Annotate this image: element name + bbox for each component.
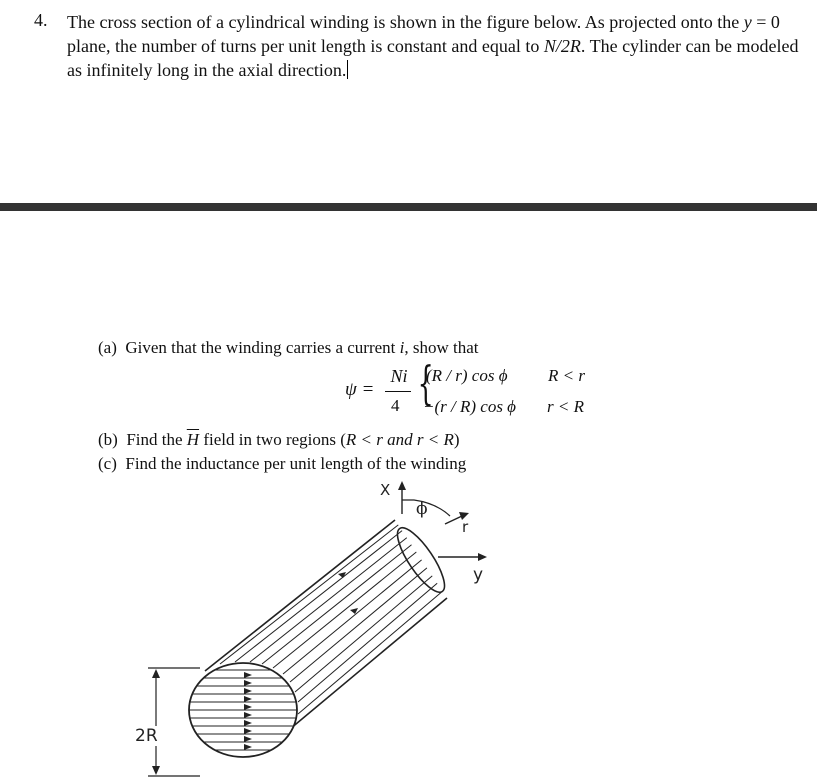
label-y: y: [473, 565, 484, 585]
case-2-expression: −(r / R) cos ϕ: [423, 397, 516, 416]
part-c-text: Find the inductance per unit length of the winding: [125, 454, 467, 473]
label-x: X: [380, 481, 391, 499]
var-n-over-2r: N/2R: [543, 36, 581, 56]
x-axis-arrowhead: [398, 481, 406, 490]
part-c: [98, 454, 466, 474]
cylinder-winding-figure: [135, 478, 510, 784]
case-1-expression: (R / r) cos ϕ: [426, 366, 508, 385]
r-axis: [445, 516, 462, 524]
equation-numerator: Ni: [390, 366, 408, 386]
part-b-label: (b): [98, 430, 118, 449]
part-c-label: (c): [98, 454, 117, 473]
case-1-condition: R < r: [548, 366, 585, 385]
part-b-condition: R < r and r < R: [345, 430, 454, 449]
equation-lhs: ψ =: [345, 379, 375, 400]
question-number: 4.: [34, 10, 48, 30]
label-phi: ϕ: [416, 499, 428, 519]
text-cursor: [347, 60, 348, 79]
part-a-text-end: , show that: [404, 338, 479, 357]
part-a: [98, 338, 479, 358]
question-text-part-1: The cross section of a cylindrical winding is shown in the figure below. As projected onto the: [67, 12, 744, 32]
var-y: y: [743, 12, 752, 32]
cases-brace: {: [417, 356, 434, 410]
y-axis-arrowhead: [478, 553, 487, 561]
question-text-part-2: = 0 plane, the number of turns per unit length is constant and equal to: [67, 12, 780, 56]
case-2-condition: r < R: [547, 397, 584, 416]
part-a-label: (a): [98, 338, 117, 357]
section-divider: [0, 203, 817, 211]
question-text[interactable]: [67, 10, 809, 82]
label-2r: 2R: [135, 726, 158, 746]
label-r: r: [462, 518, 469, 536]
part-b: [98, 430, 460, 450]
part-a-text: Given that the winding carries a current: [125, 338, 400, 357]
var-h-vector: $\overline{H}$: [186, 430, 200, 449]
part-b-text-2: field in two regions (: [199, 430, 346, 449]
var-i: i: [399, 338, 405, 357]
part-b-text-3: ): [453, 430, 460, 449]
fraction-bar: [385, 391, 411, 392]
question-text-part-3: . The cylinder can be modeled as infinitely long in the axial direction.: [67, 36, 799, 80]
equation-denominator: 4: [391, 396, 400, 415]
part-b-text-1: Find the: [126, 430, 187, 449]
